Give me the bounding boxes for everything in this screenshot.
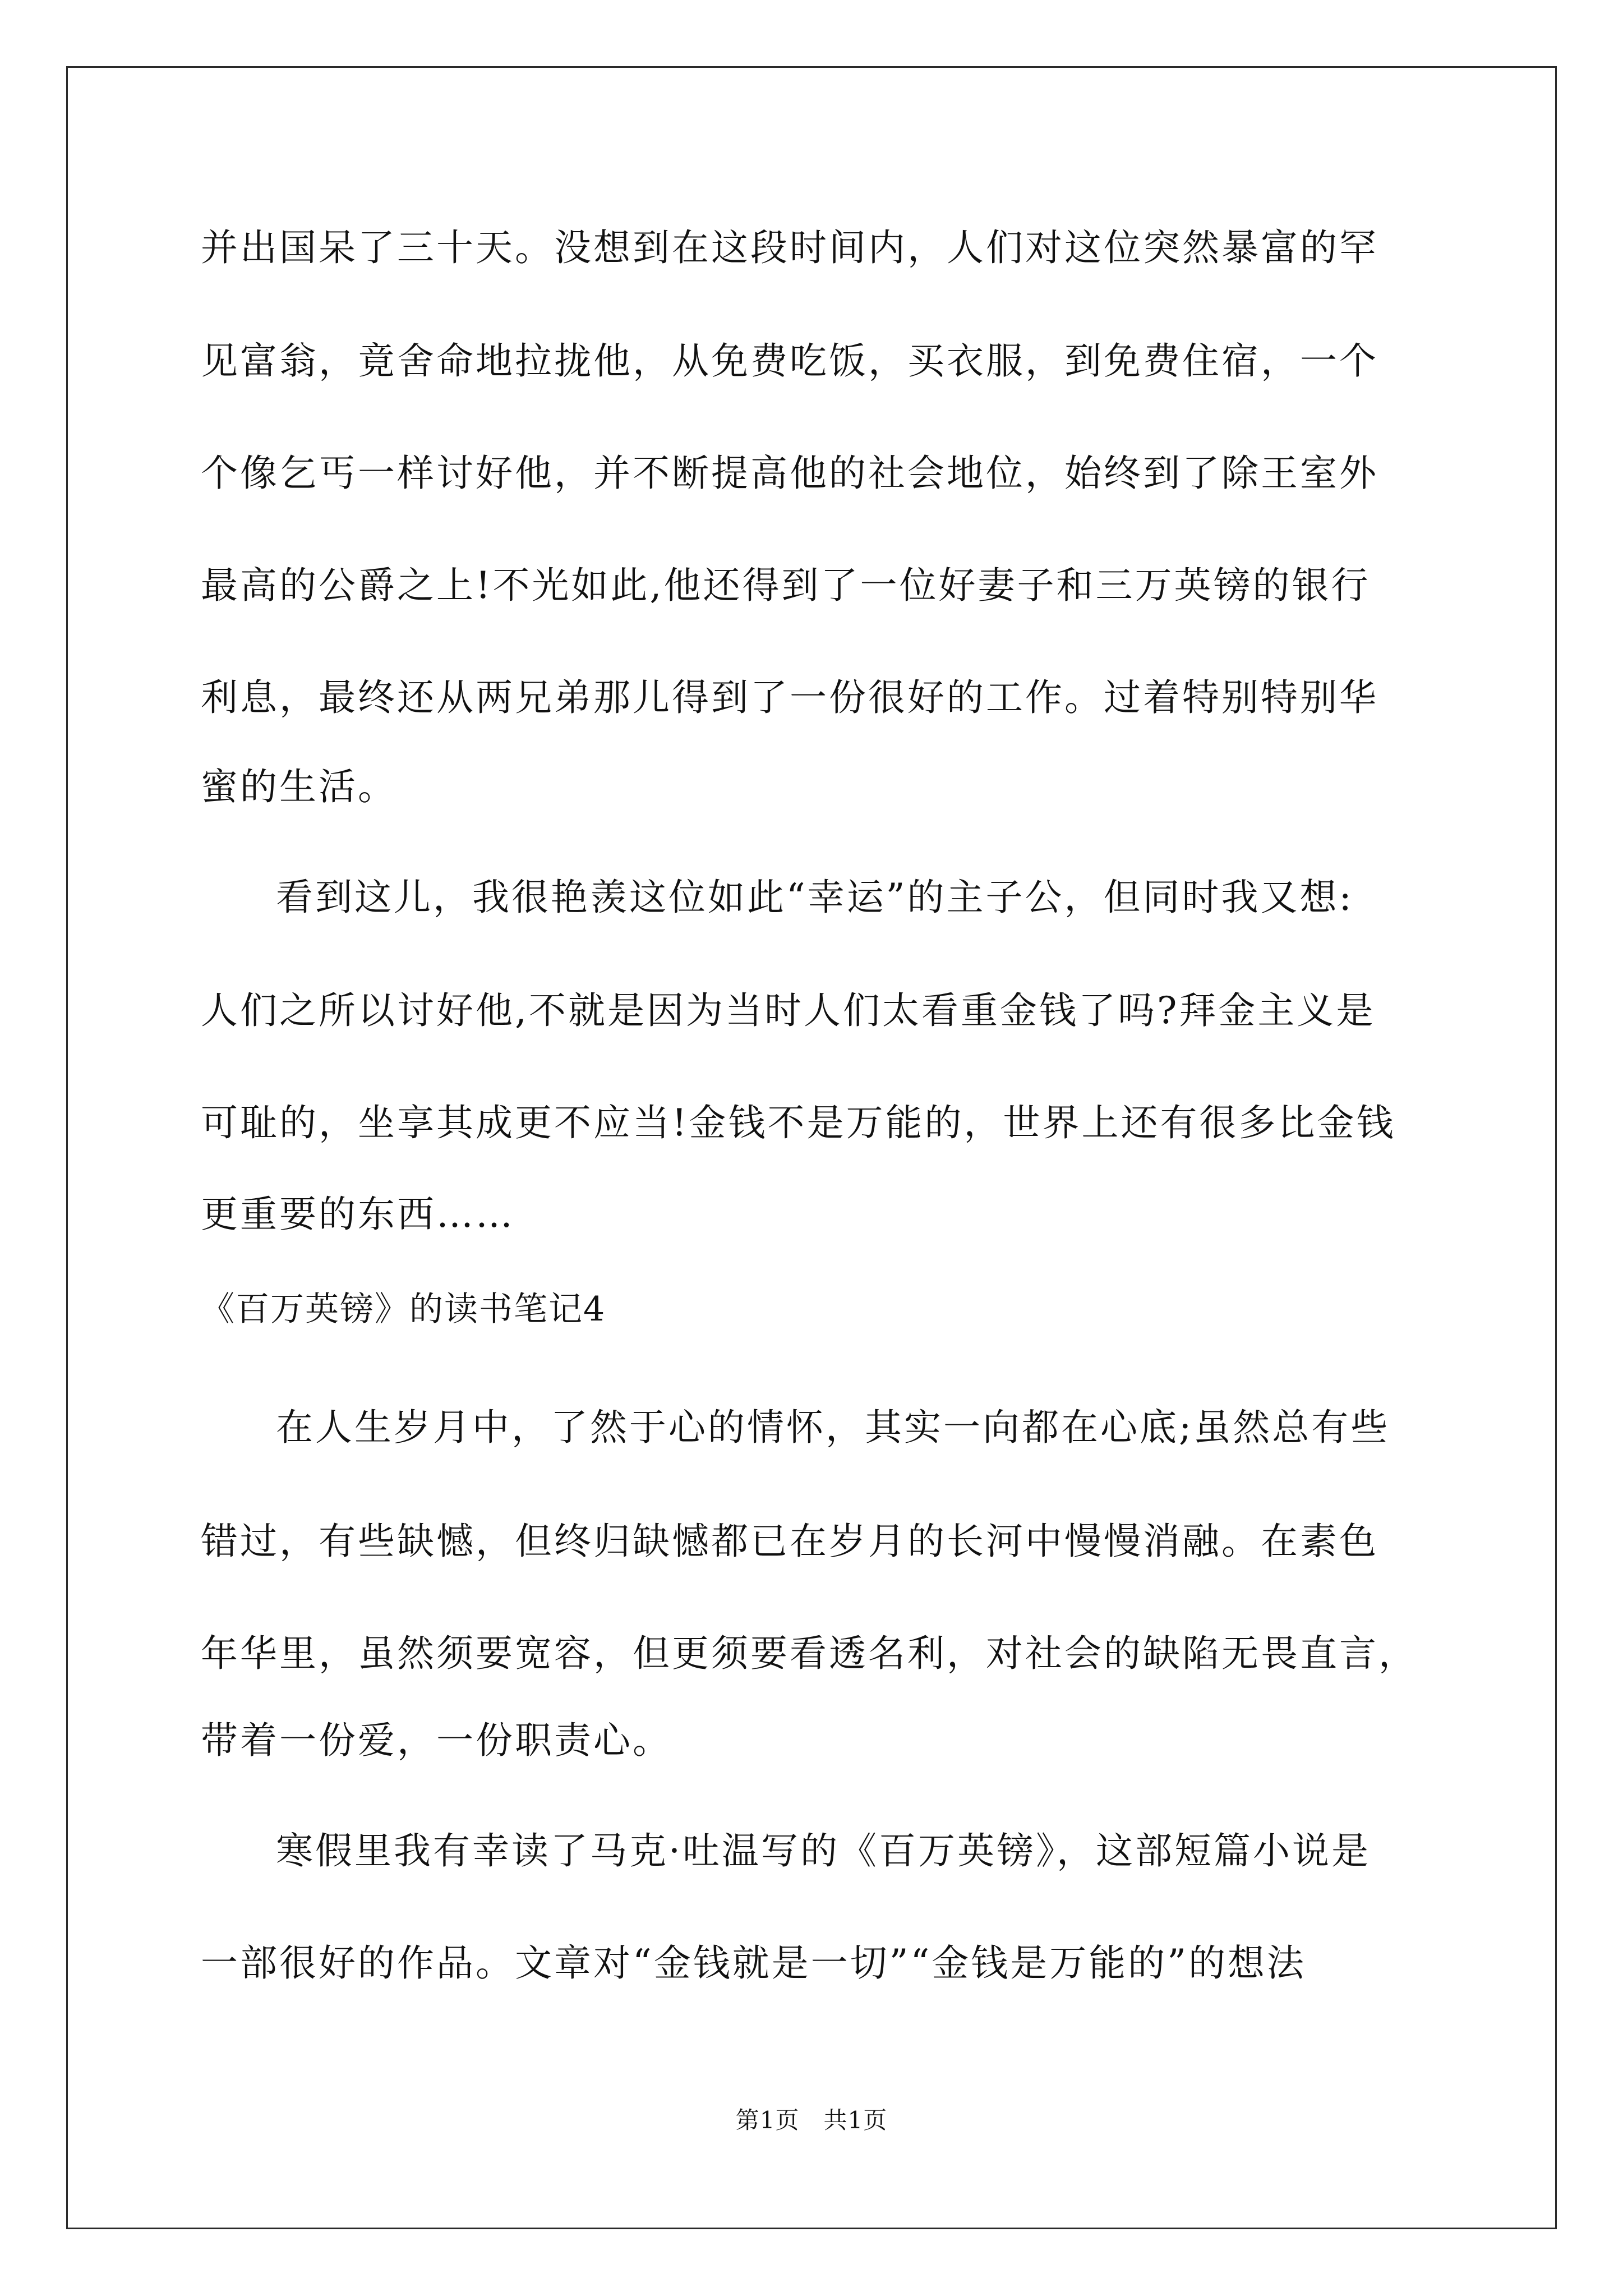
text-line: 年华里，虽然须要宽容，但更须要看透名利，对社会的缺陷无畏直言， <box>201 1632 1418 1675</box>
text-line: 错过，有些缺憾，但终归缺憾都已在岁月的长河中慢慢消融。在素色 <box>201 1520 1378 1563</box>
page-footer: 第1页 共1页 <box>735 2106 888 2134</box>
text-line: 带着一份爱，一份职责心。 <box>201 1719 672 1762</box>
text-line: 人们之所以讨好他,不就是因为当时人们太看重金钱了吗?拜金主义是 <box>201 989 1376 1032</box>
text-line: 寒假里我有幸读了马克·吐温写的《百万英镑》，这部短篇小说是 <box>276 1829 1371 1872</box>
text-line: 个像乞丐一样讨好他，并不断提高他的社会地位，始终到了除王室外 <box>201 452 1378 495</box>
text-line: 见富翁，竟舍命地拉拢他，从免费吃饭，买衣服，到免费住宿，一个 <box>201 339 1378 383</box>
text-line: 蜜的生活。 <box>201 765 397 808</box>
text-line: 更重要的东西…… <box>201 1193 515 1236</box>
text-line: 并出国呆了三十天。没想到在这段时间内，人们对这位突然暴富的罕 <box>201 226 1378 269</box>
text-line: 利息，最终还从两兄弟那儿得到了一份很好的工作。过着特别特别华 <box>201 676 1378 719</box>
text-line: 在人生岁月中，了然于心的情怀，其实一向都在心底;虽然总有些 <box>276 1406 1390 1449</box>
page-border <box>66 66 1557 2229</box>
text-line: 可耻的，坐享其成更不应当!金钱不是万能的，世界上还有很多比金钱 <box>201 1101 1396 1144</box>
section-heading: 《百万英镑》的读书笔记4 <box>201 1290 606 1329</box>
text-line: 一部很好的作品。文章对“金钱就是一切”“金钱是万能的”的想法 <box>201 1941 1306 1985</box>
text-line: 最高的公爵之上!不光如此,他还得到了一位好妻子和三万英镑的银行 <box>201 564 1371 607</box>
text-line: 看到这儿，我很艳羡这位如此“幸运”的主子公，但同时我又想: <box>276 876 1354 919</box>
